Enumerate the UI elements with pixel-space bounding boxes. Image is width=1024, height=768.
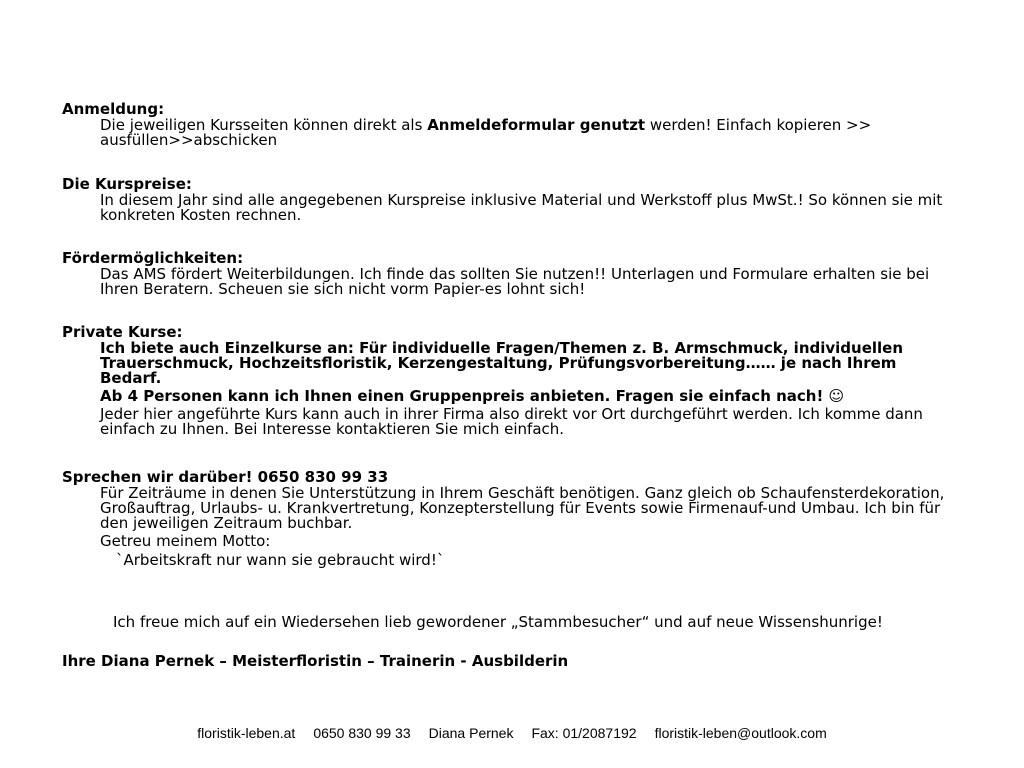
text-private-gruppenpreis: Ab 4 Personen kann ich Ihnen einen Gruppenpreis anbieten. Fragen sie einfach nach! ☺ <box>100 387 845 405</box>
text-anmeldung <box>100 118 962 148</box>
text-anmeldung-bold: Anmeldeformular genutzt <box>427 116 646 134</box>
heading-private-kurse: Private Kurse: <box>62 323 183 341</box>
footer-phone: 0650 830 99 33 <box>313 725 411 741</box>
text-sprechen-motto-intro: Getreu meinem Motto: <box>100 532 271 550</box>
text-sprechen-zeitraeume: Für Zeiträume in denen Sie Unterstützung in Ihrem Geschäft benötigen. Ganz gleich ob Schaufensterdekoration, Großauftrag, Urlaubs- u. Krankvertretung, Konzepterstellung für Events sowie Firmenauf-und Umbau. Ich bin für den jeweiligen Zeitraum buchbar. <box>100 484 945 532</box>
footer <box>0 724 1024 742</box>
heading-foerdermoeglichkeiten: Fördermöglichkeiten: <box>62 249 244 267</box>
text-anmeldung-post: werden! Einfach kopieren >> ausfüllen>>abschicken <box>100 116 872 149</box>
footer-email[interactable]: floristik-leben@outlook.com <box>654 725 827 741</box>
section-kurspreise <box>62 176 962 223</box>
text-private-einzelkurse: Ich biete auch Einzelkurse an: Für individuelle Fragen/Themen z. B. Armschmuck, individuellen Trauerschmuck, Hochzeitsfloristik, Kerzengestaltung, Prüfungsvorbereitung…… je nach Ihrem Bedarf. <box>100 339 904 387</box>
section-anmeldung <box>62 101 962 148</box>
heading-sprechen: Sprechen wir darüber! 0650 830 99 33 <box>62 468 389 486</box>
footer-website[interactable]: floristik-leben.at <box>197 725 296 741</box>
text-motto: `Arbeitskraft nur wann sie gebraucht wird!` <box>116 551 445 569</box>
text-anmeldung-pre: Die jeweiligen Kursseiten können direkt als <box>100 116 428 134</box>
section-foerdermoeglichkeiten <box>62 250 962 297</box>
signature: Ihre Diana Pernek – Meisterfloristin – Trainerin - Ausbilderin <box>62 652 569 670</box>
closing-text: Ich freue mich auf ein Wiedersehen lieb gewordener „Stammbesucher“ und auf neue Wissenshunrige! <box>113 613 883 631</box>
heading-anmeldung: Anmeldung: <box>62 100 165 118</box>
footer-name: Diana Pernek <box>428 725 514 741</box>
section-private-kurse <box>62 324 962 437</box>
text-kurspreise: In diesem Jahr sind alle angegebenen Kurspreise inklusive Material und Werkstoff plus MwSt.! So können sie mit konkreten Kosten rechnen. <box>100 191 943 224</box>
text-foerdermoeglichkeiten: Das AMS fördert Weiterbildungen. Ich finde das sollten Sie nutzen!! Unterlagen und Formulare erhalten sie bei Ihren Beratern. Scheuen sie sich nicht vorm Papier-es lohnt sich! <box>100 265 930 298</box>
text-private-firma: Jeder hier angeführte Kurs kann auch in ihrer Firma also direkt vor Ort durchgeführt werden. Ich komme dann einfach zu Ihnen. Bei Interesse kontaktieren Sie mich einfach. <box>100 405 923 438</box>
heading-kurspreise: Die Kurspreise: <box>62 175 192 193</box>
footer-fax: Fax: 01/2087192 <box>531 725 637 741</box>
section-sprechen <box>62 469 962 584</box>
